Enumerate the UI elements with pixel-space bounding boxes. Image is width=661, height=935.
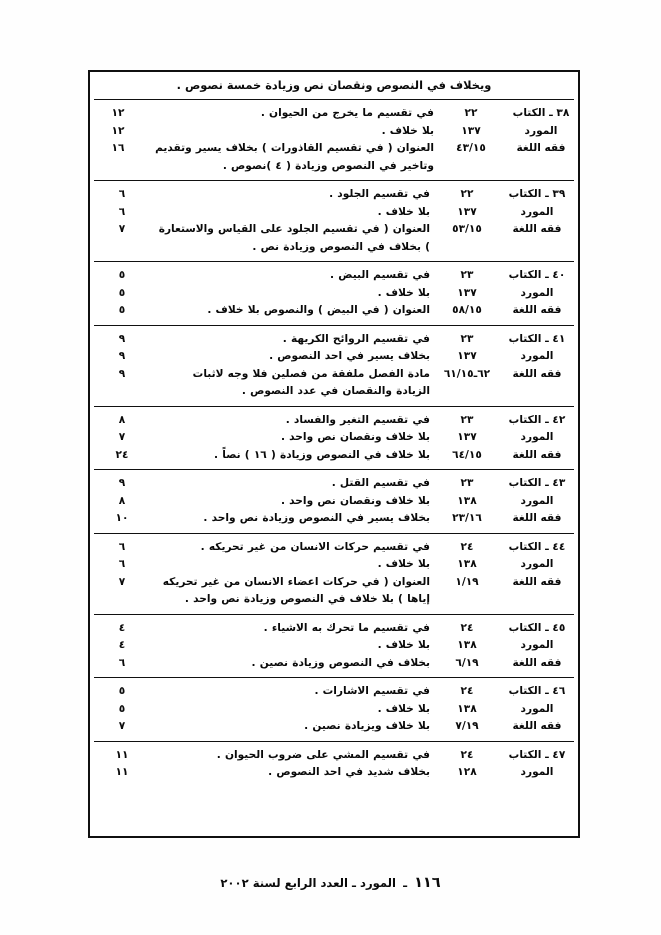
row-source-label: المورد [520,205,554,218]
row-count: ٩ [118,477,126,489]
row-count: ٥ [118,269,126,281]
row-page-reference: ٢٤ [460,621,474,634]
row-page-reference: ٧/١٩ [455,720,479,732]
row-description: بلا خلاف . [377,702,430,715]
row-page-reference: ١٣٨ [457,558,477,570]
row-description: بلا خلاف . [377,286,430,299]
footer-journal: المورد ـ العدد الرابع لسنة ٢٠٠٢ [220,876,397,890]
row-source-label: ٤٥ ـ الكتاب [508,621,566,634]
table-row [94,718,574,736]
row-source-label: ٤٣ ـ الكتاب [508,477,566,489]
row-count: ٥ [118,304,126,316]
table-row [94,186,574,204]
table-row [94,701,574,719]
comparison-table [88,70,580,838]
row-description: بخلاف شديد في احد النصوص . [268,766,430,778]
row-page-reference: ٢٣ [460,413,474,426]
table-group [90,100,578,180]
table-row [94,285,574,303]
row-count: ٦ [118,656,126,669]
table-row [90,140,578,175]
row-source-label: فقه اللغة [512,304,562,316]
row-count: ٢٤ [115,448,129,461]
row-description: بلا خلاف في النصوص وزيادة ( ١٦ ) نصاً . [214,448,430,461]
row-page-reference: ٢٣ [460,269,474,281]
row-description: في تقسيم حركات الانسان من غير تحريكه . [200,540,430,553]
row-source-label: المورد [524,124,558,137]
table-row [94,655,574,673]
row-source-label: المورد [520,766,554,778]
table-row [94,366,574,401]
table-group [94,614,574,678]
row-source-label: ٤٤ ـ الكتاب [508,540,566,553]
row-source-label: فقه اللغة [512,720,562,732]
row-source-label: المورد [520,639,554,651]
row-page-reference: ١٣٧ [457,431,477,443]
row-count: ٨ [118,413,126,426]
row-count: ٤ [118,639,126,651]
row-count: ١٢ [111,124,125,137]
row-description: بلا خلاف ونقصان نص واحد . [280,494,430,507]
row-page-reference: ٦٤/١٥ [452,448,482,461]
table-row [94,574,574,609]
row-source-label: ٤٧ ـ الكتاب [508,748,566,761]
row-page-reference: ٥٣/١٥ [452,223,482,235]
row-page-reference: ٢٣ [460,332,474,345]
table-row [94,331,574,349]
row-description: بلا خلاف . [377,639,430,651]
table-group [94,469,574,533]
row-page-reference: ٦٢ـ٦١/١٥ [443,367,491,380]
row-description: العنوان ( في البيض ) والنصوص بلا خلاف . [207,304,430,316]
row-count: ٨ [118,494,126,507]
row-description: العنوان ( في تقسيم الجلود على القياس والاستعارة ) بخلاف في النصوص وزيادة نص . [158,223,430,253]
row-description: بخلاف في النصوص وزيادة نصين . [251,656,430,669]
table-row [94,510,574,528]
row-source-label: ٣٩ ـ الكتاب [508,188,566,200]
row-description: في تقسيم ما تحرك به الاشياء . [263,621,430,634]
row-description: في تقسيم الروائح الكريهة . [282,332,430,345]
table-heading: ويخلاف في النصوص ونقصان نص وزيادة خمسة نصوص . [176,77,492,92]
row-description: العنوان ( في حركات اعضاء الانسان من غير تحريكه إياها ) بلا خلاف في النصوص وزيادة نص واحد . [162,575,430,605]
row-count: ٥ [118,286,126,299]
row-count: ١١ [115,748,129,761]
table-row [94,429,574,447]
page-footer [0,875,661,891]
table-row [94,620,574,638]
row-source-label: المورد [520,286,554,299]
table-row [94,221,574,256]
row-count: ١٠ [115,512,129,524]
row-source-label: فقه اللغة [512,367,562,380]
table-row [94,302,574,320]
row-description: في تقسيم الاشارات . [314,685,430,697]
footer-dash: ـ [403,876,408,890]
row-description: مادة الفصل ملفقة من فصلين فلا وجه لاثبات الزيادة والنقصان في عدد النصوص . [192,367,430,397]
table-group [94,325,574,406]
table-row [94,637,574,655]
row-source-label: فقه اللغة [512,223,562,235]
table-group [94,261,574,325]
row-source-label: المورد [520,494,554,507]
row-count: ٦ [118,558,126,570]
row-page-reference: ١٣٨ [457,639,477,651]
row-description: في تقسيم التغير والفساد . [285,413,430,426]
row-page-reference: ٢٤ [460,540,474,553]
row-page-reference: ١٣٧ [461,124,481,137]
row-count: ١١ [115,766,129,778]
table-row [94,204,574,222]
row-page-reference: ١٣٨ [457,494,477,507]
table-row [94,267,574,285]
row-source-label: المورد [520,350,554,362]
table-row [94,556,574,574]
row-source-label: ٤٢ ـ الكتاب [508,413,566,426]
table-row [94,493,574,511]
row-count: ٧ [118,431,126,443]
row-count: ٩ [118,332,126,345]
row-source-label: المورد [520,431,554,443]
row-page-reference: ١٣٧ [457,286,477,299]
row-description: في تقسيم ما يخرج من الحيوان . [260,107,434,119]
table-row [90,105,578,123]
table-group [94,741,574,787]
row-count: ١٢ [111,107,125,119]
row-source-label: المورد [520,558,554,570]
table-row [94,683,574,701]
table-group [94,677,574,741]
row-count: ٩ [118,350,126,362]
table-row [94,447,574,465]
footer-page-number: ١١٦ [414,875,441,891]
row-page-reference: ١٣٧ [457,205,477,218]
row-page-reference: ٢٣ [460,477,474,489]
table-row [94,412,574,430]
row-page-reference: ٢٤ [460,748,474,761]
row-source-label: فقه اللغة [512,448,562,461]
row-description: بلا خلاف . [377,558,430,570]
row-page-reference: ٦/١٩ [455,656,479,669]
row-page-reference: ٢٤ [460,685,474,697]
row-count: ٦ [118,188,126,200]
row-page-reference: ١٣٨ [457,702,477,715]
row-count: ٦ [118,540,126,553]
row-page-reference: ٤٣/١٥ [456,142,486,154]
row-page-reference: ٥٨/١٥ [452,304,482,316]
row-count: ٤ [118,621,126,634]
row-source-label: المورد [520,702,554,715]
row-source-label: فقه اللغة [512,575,562,588]
row-page-reference: ٢٣/١٦ [452,512,482,524]
row-source-label: ٤٦ ـ الكتاب [508,685,566,697]
row-count: ٦ [118,205,126,218]
row-source-label: فقه اللغة [512,656,562,669]
row-description: بلا خلاف . [377,205,430,218]
row-description: العنوان ( في تقسيم القاذورات ) بخلاف يسير وتقديم وتاخير في النصوص وزيادة ( ٤ )نصوص . [155,142,434,172]
row-page-reference: ١٣٧ [457,350,477,362]
row-count: ٧ [118,223,126,235]
row-page-reference: ١/١٩ [455,575,479,588]
table-group [94,180,574,261]
row-description: في تقسيم البيض . [330,269,430,281]
row-description: بلا خلاف ويزيادة نصين . [304,720,430,732]
table-row [94,539,574,557]
table-group [94,533,574,614]
table-group [94,406,574,470]
table-row [94,747,574,765]
row-count: ٥ [118,685,126,697]
table-row [94,348,574,366]
row-page-reference: ٢٢ [464,107,478,119]
table-row [94,475,574,493]
row-source-label: ٤٠ ـ الكتاب [508,269,566,281]
row-source-label: ٣٨ ـ الكتاب [512,107,570,119]
row-page-reference: ١٢٨ [457,766,477,778]
row-description: بخلاف يسير في احد النصوص . [269,350,430,362]
row-description: في تقسيم القتل . [331,477,430,489]
row-description: في تقسيم الجلود . [329,188,430,200]
table-groups [90,100,578,787]
row-count: ١٦ [111,142,125,154]
row-count: ٥ [118,702,126,715]
row-source-label: فقه اللغة [516,142,566,154]
row-count: ٧ [118,575,126,588]
row-page-reference: ٢٢ [460,188,474,200]
row-source-label: فقه اللغة [512,512,562,524]
row-description: في تقسيم المشي على ضروب الحيوان . [216,748,430,761]
row-source-label: ٤١ ـ الكتاب [508,332,566,345]
row-description: بلا خلاف . [381,124,434,137]
table-row [94,764,574,782]
table-row [90,123,578,141]
row-count: ٩ [118,367,126,380]
row-description: بخلاف يسير في النصوص وزيادة نص واحد . [203,512,430,524]
row-description: بلا خلاف ونقصان نص واحد . [280,431,430,443]
row-count: ٧ [118,720,126,732]
